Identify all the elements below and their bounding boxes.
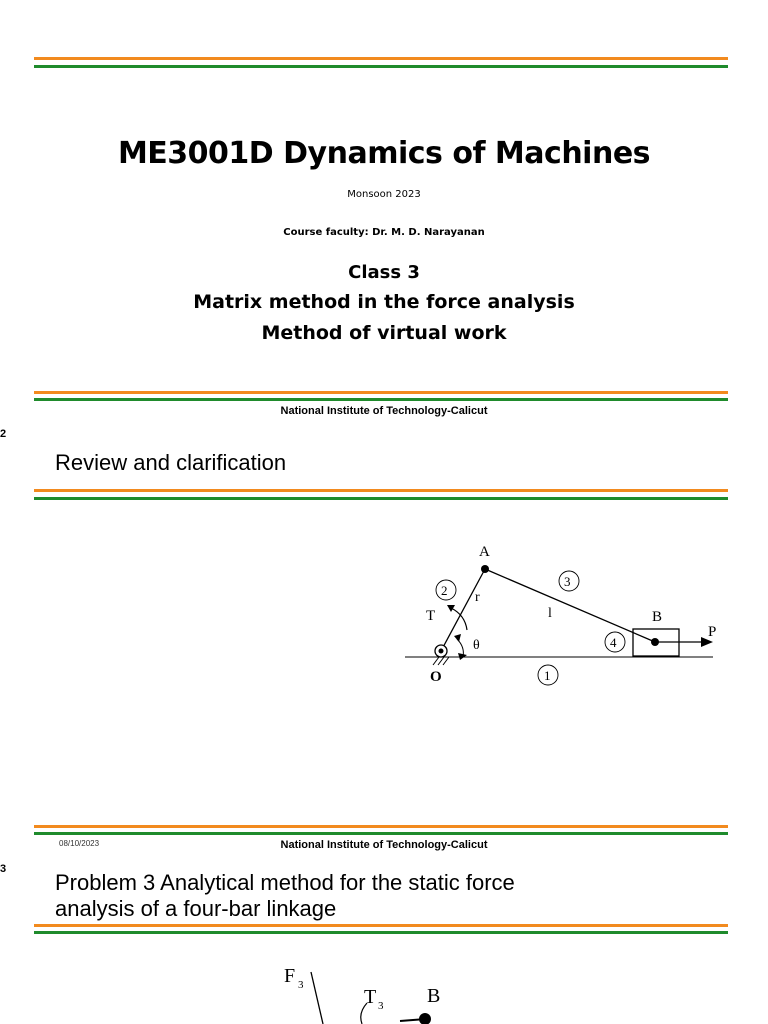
page-number: 2	[0, 428, 7, 440]
four-bar-diagram	[270, 955, 470, 1024]
class-label: Class 3	[348, 262, 420, 283]
label-f3-sub: 3	[298, 979, 304, 991]
page-number-3: 3	[0, 863, 7, 875]
term-label: Monsoon 2023	[347, 189, 421, 200]
link-4-number: 4	[610, 635, 617, 650]
label-b: B	[652, 609, 663, 625]
institute-footer-2: National Institute of Technology-Calicut	[280, 839, 488, 851]
title-rule-green	[34, 497, 728, 500]
label-b-3: B	[427, 985, 441, 1007]
institute-footer: National Institute of Technology-Calicut	[280, 405, 488, 417]
label-f3: F	[284, 965, 296, 987]
label-o: O	[430, 669, 442, 685]
topic-2: Method of virtual work	[261, 322, 507, 344]
label-t3: T	[364, 986, 377, 1008]
force-f3-line	[311, 972, 323, 1024]
title-rule-orange-3	[34, 924, 728, 927]
label-theta: θ	[473, 638, 480, 653]
torque-arrowhead	[447, 605, 455, 612]
label-l: l	[548, 606, 552, 621]
label-r: r	[475, 590, 480, 605]
footer-rule-green	[34, 398, 728, 401]
link-1-number: 1	[544, 668, 551, 683]
label-p: P	[708, 624, 717, 640]
link-2-number: 2	[441, 583, 448, 598]
slide-date: 08/10/2023	[59, 839, 100, 848]
title-rule-orange	[34, 489, 728, 492]
course-title: ME3001D Dynamics of Machines	[117, 136, 651, 171]
topic-1: Matrix method in the force analysis	[193, 291, 575, 313]
top-rule-green	[34, 65, 728, 68]
slide-3-title-line-1: Problem 3 Analytical method for the static force	[55, 870, 515, 895]
label-t3-sub: 3	[378, 1000, 384, 1012]
faculty-label: Course faculty: Dr. M. D. Narayanan	[283, 227, 485, 238]
top-rule-orange	[34, 57, 728, 60]
title-rule-green-3	[34, 931, 728, 934]
slider-crank-diagram	[395, 535, 725, 695]
link-3-number: 3	[564, 574, 571, 589]
joint-a	[481, 565, 489, 573]
label-t: T	[426, 608, 436, 624]
slide-title: Review and clarification	[55, 450, 287, 475]
label-a: A	[479, 544, 490, 560]
footer-rule-green-2	[34, 832, 728, 835]
footer-rule-orange	[34, 391, 728, 394]
slide-3-title-line-2: analysis of a four-bar linkage	[55, 896, 337, 921]
ground-hatch	[433, 657, 449, 665]
slide-3-title	[55, 870, 515, 922]
footer-rule-orange-2	[34, 825, 728, 828]
joint-b-3	[419, 1013, 431, 1024]
joint-b	[651, 638, 659, 646]
